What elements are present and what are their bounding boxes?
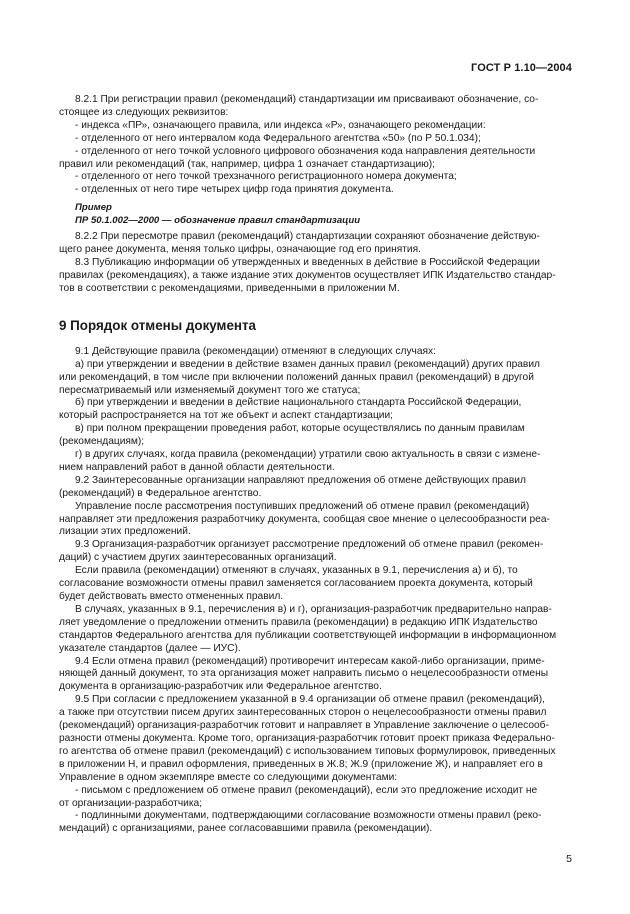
section-9-line: (рекомендаций) в Федеральное агентство. (59, 487, 262, 499)
section-9-line: указателе стандартов (далее — ИУС). (59, 642, 241, 654)
page-number: 5 (566, 853, 572, 865)
requisite-item: - отделенного от него интервалом кода Федерального агентства «50» (по Р 50.1.034); (75, 132, 481, 144)
section-9-line: нием направлений работ в данной области деятельности. (59, 461, 335, 473)
section-9-line: 9.4 Если отмена правил (рекомендаций) противоречит интересам какой-либо организации, приме- (75, 655, 545, 667)
section-9-line: в приложении Н, и правил оформления, приведенных в Ж.8; Ж.9 (приложение Ж), и направляет его в (59, 758, 543, 770)
requisite-item: правил или рекомендаций (так, например, цифра 1 означает стандартизацию); (59, 158, 436, 170)
section-9-line: будет действовать вместо отмененных правил. (59, 591, 284, 602)
section-9-line: а) при утверждении и введении в действие взамен данных правил (рекомендаций) других правил (75, 358, 540, 370)
section-9-line: б) при утверждении и введении в действие национального стандарта Российской Федерации, (75, 397, 522, 409)
document-body (59, 94, 570, 836)
standard-code-header: ГОСТ Р 1.10—2004 (471, 62, 572, 74)
section-9-line: г) в других случаях, когда правила (рекомендации) утратили свою актуальность в связи с измене- (75, 449, 541, 461)
requisite-item: - отделенного от него точкой трехзначного регистрационного номера документа; (75, 171, 457, 183)
clause-8-2-1-line-1: 8.2.1 При регистрации правил (рекомендаций) стандартизации им присваивают обозначение, со- (75, 94, 539, 105)
section-9-line: направляет эти предложения разработчику документа, сообщая свое мнение о целесообразности реа- (59, 513, 550, 525)
clause-8-3-line: правилах (рекомендациях), а также издание этих документов осуществляет ИПК Издательство стандар- (59, 269, 556, 281)
section-9-body (59, 346, 570, 836)
section-9-line: который распространяется на тот же объект и аспект стандартизации; (59, 410, 394, 422)
section-9-line: Если правила (рекомендации) отменяют в случаях, указанных в 9.1, перечисления а) и б), то (75, 565, 518, 577)
section-9-line: - письмом с предложением об отмене правил (рекомендаций), если это предложение исходит не (75, 784, 538, 796)
section-9-line: (рекомендациям); (59, 436, 145, 448)
section-9-line: документа в организацию-разработчик или Федеральное агентство. (59, 681, 382, 693)
clause-8-2-2-line: 8.2.2 При пересмотре правил (рекомендаций) стандартизации сохраняют обозначение действую- (75, 231, 540, 243)
section-9-line: мендаций) с организациями, ранее согласовавшими правила (рекомендации). (59, 823, 433, 835)
requisite-item: - отделенного от него точкой условного цифрового обозначения кода направления деятельности (75, 145, 536, 157)
clause-8-3-line: 8.3 Публикацию информации об утвержденных и введенных в действие в Российской Федерации (75, 257, 540, 269)
section-9-line: пересматриваемый или изменяемый документ того же статуса; (59, 384, 361, 396)
requisite-item: - отделенных от него тире четырех цифр года принятия документа. (75, 184, 394, 196)
section-9-heading: 9 Порядок отмены документа (59, 317, 256, 333)
section-9-line: 9.5 При согласии с предложением указанной в 9.4 организации об отмене правил (рекомендаций), (75, 694, 545, 706)
section-9-line: даций) с участием других заинтересованных организаций. (59, 552, 337, 564)
section-9-line: В случаях, указанных в 9.1, перечисления в) и г), организация-разработчик предварительно направ- (75, 603, 552, 615)
section-9-line: Управление в одном экземпляре вместе со следующими документами: (59, 771, 398, 783)
section-9-line: в) при полном прекращении проведения работ, которые осуществлялись по данным правилам (75, 423, 525, 435)
section-9-line: лизации этих предложений. (59, 526, 191, 538)
section-9-line: ляет уведомление о предложении отменить правила (рекомендации) в редакцию ИПК Издательство (59, 616, 538, 628)
clause-8-2-2-line: щего ранее документа, меняя только цифры, означающие год его принятия. (59, 244, 421, 256)
section-9-line: от организации-разработчика; (59, 797, 203, 809)
section-9-line: а также при отсутствии писем других заинтересованных сторон о нецелесообразности отмены правил (59, 707, 547, 719)
example-text: ПР 50.1.002—2000 — обозначение правил стандартизации (75, 214, 361, 226)
section-9-line: Управление после рассмотрения поступивших предложений об отмене правил (рекомендаций) (75, 500, 530, 512)
section-9-line: или рекомендаций, в том числе при включении положений данных правил (рекомендаций) в другой (59, 371, 534, 383)
section-9-line: - подлинными документами, подтверждающими согласование возможности отмены правил (реко- (75, 810, 542, 822)
section-9-line: (рекомендаций) организация-разработчик готовит и направляет в Управление заключение о целесооб- (59, 720, 549, 732)
section-9-line: няющей данный документ, то эта организация может направить письмо о нецелесообразности отмены (59, 668, 549, 680)
clause-8-2-1-line-2: стоящее из следующих реквизитов: (59, 106, 229, 118)
section-9-line: 9.2 Заинтересованные организации направляют предложения об отмене действующих правил (75, 474, 526, 486)
section-9-line: 9.3 Организация-разработчик организует рассмотрение предложений об отмене правил (рекомен- (75, 539, 544, 551)
section-9-line: разности отмены документа. Кроме того, организация-разработчик готовит проект приказа Федерально- (59, 732, 555, 744)
section-9-line: согласование возможности отмены правил заменяется согласованием проекта документа, который (59, 578, 533, 590)
example-label: Пример (75, 202, 112, 214)
requisite-item: - индекса «ПР», означающего правила, или индекса «Р», означающего рекомендации: (75, 119, 486, 131)
clause-8-3-line: тов в соответствии с рекомендациями, приведенными в приложении М. (59, 282, 400, 294)
section-9-line: 9.1 Действующие правила (рекомендации) отменяют в следующих случаях: (75, 345, 436, 357)
section-9-line: го агентства об отмене правил (рекомендаций) с использованием типовых формулировок, приведенных (59, 745, 556, 757)
section-9-line: стандартов Федерального агентства для публикации соответствующей информации в информационном (59, 629, 557, 641)
